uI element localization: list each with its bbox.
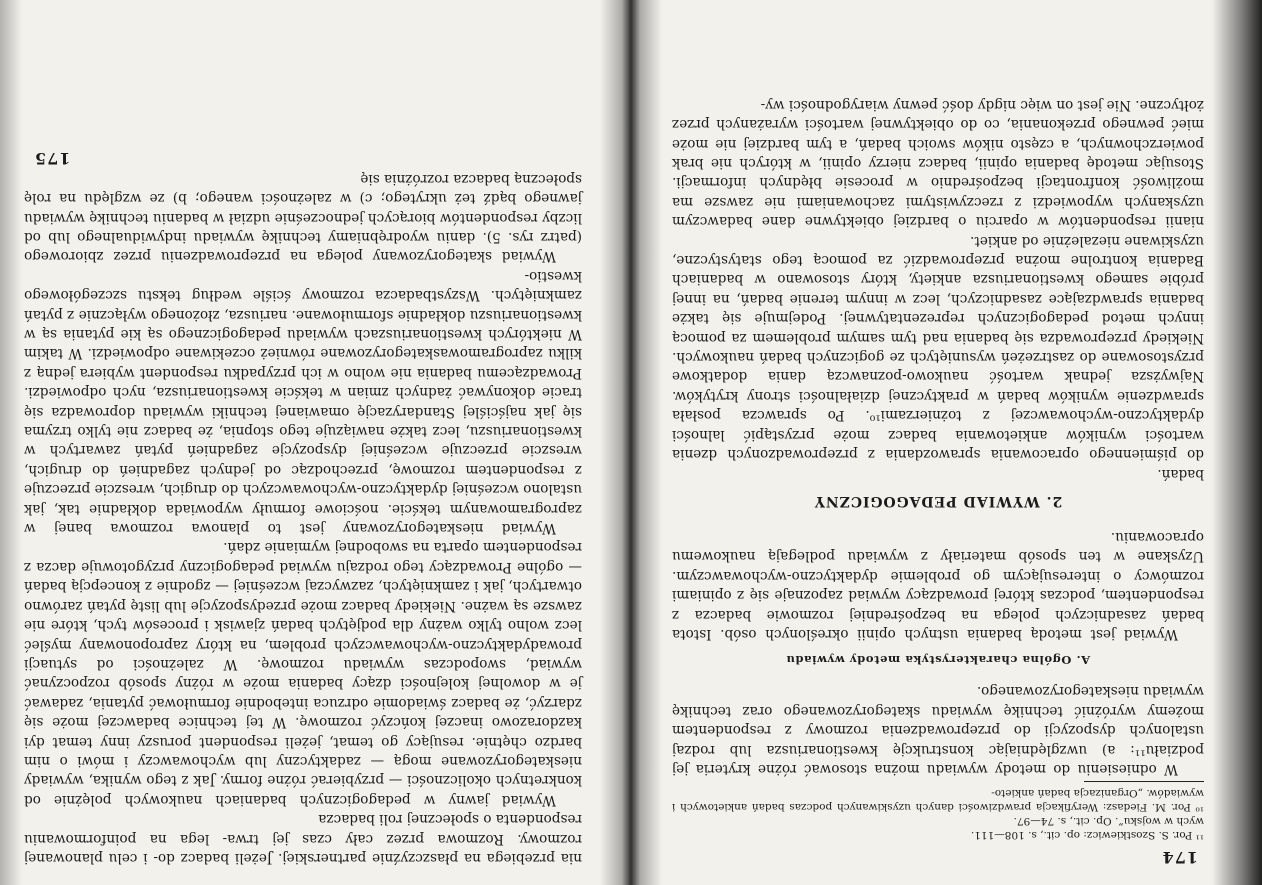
page-number-174: 174: [1161, 848, 1198, 867]
page-174: [634, 0, 1262, 885]
footnote: wych w wojsku”. Op. cit., s. 74—97.: [1013, 815, 1204, 827]
body-paragraph: badań.: [1157, 465, 1204, 482]
page-175: [0, 0, 622, 885]
body-paragraph: Wywiad jawny w pedagogicznych badaniach naukowych polężnie od konkretnych okoliczności — przybierać różne formy. Jak z tego wynika, wywiady nieskategoryzowane mogą — zadaktyczny lub wychowawczy i mówi o nim bardzo chętnie. resujący go temat, jeżeli respondent poruszy inny temat dyi kazdorazowo inaczej kończyć rozmowę. W tej technice badawczej może się zdarzyć, że badacz świadomie odrzuca intebodnie formułować pytania, zadawać je w dowolnej kolejności dzący badania może w różny sposób rozpoczynać wywiad, swopodczas wywiadu rozmowę. W zależności od sytuacji prowadydaktyczno-wychowawczych problem, na który zaproponowany myśleć lecz wolno tylko ważny dla podjętych badań zjawisk i procesów tych, które nie zawsze są ważne. Niekiedy badacz może przedyspozycje lub listę pytań zarówno otwartych, jak i zamkniętych, zazwyczaj wcześniej — zgodnie z koncepcją badań — ogólne Prowadzący tego rodzaju wywiad pedagogiczny przygotowuje dacza z respondentem oparta na swobodnej wymianie zdań.: [24, 539, 582, 808]
section-subheading: A. Ogólna charakterystyka metody wywiadu: [785, 652, 1091, 667]
body-paragraph: Wywiad skategoryzowany polega na przeprowadzeniu przez zbiorowego (patrz rys. 5). daniu wyodrębniamy technikę wywiadu indywidualnego lub od liczby respondentów biorących jednocześnie udział w badaniu technikę wywiadu jawnego bądź też ukrytego; c) w zależności wanego; b) ze względu na rolę społeczną badacza rozróżnia się: [24, 170, 582, 265]
book-gutter-shadow: [600, 0, 662, 885]
page-edge-shadow-right: [1212, 0, 1262, 885]
body-paragraph: nia przebiega na płaszczyźnie partnerskiej. Jeżeli badacz do- i celu planowanej rozmowy. Rozmowa przez cały czas jej trwa- lega na poinformowaniu respondenta o społecznej roli badacza: [24, 811, 582, 866]
body-paragraph: nianii respondentów w oparciu o bardziej obiektywne dane badawczym uzyskanych wypowiedzi z rzeczywistymi zachowaniami nie zawsze ma możliwość konfrontacji bezpośrednio w procesie błędnych informacji. Stosując metodę badania opinii, badacz nierzy opinii, w których nie brak powierzchownych, a często ników swoich badań, a tym bardziej nie może mieć pewnego przekonania, co do obiektywnej wartości wyrażanych przez żołtyczne. Nie jest on więc nigdy dość pewny wiarygodności wy-: [672, 96, 1204, 230]
footnote: ¹¹ Por. S. Szostkiewicz: op. cit., s. 108—111.: [970, 829, 1204, 841]
body-paragraph: W odniesieniu do metody wywiadu można stosować różne kryteria jej podziału¹¹: a) uwzględniając konstrukcję kwestionariusza lub rodzaj ustalonych dyspozycji do przeprowadzenia rozmowy z respondentem możemy wyróżnić technikę wywiadu skategoryzowanego oraz technikę wywiadu nieskategoryzowanego.: [672, 683, 1204, 777]
section-heading: 2. WYWIAD PEDAGOGICZNY: [813, 492, 1063, 509]
page-number-175: 175: [34, 149, 71, 169]
page-edge-shadow-left: [0, 0, 22, 885]
footnote: ¹⁰ Por. M. Fiedasz: Weryfikacja prawdziwości danych uzyskiwanych podczas badań ankietowych i wywiadów. „Organizacja badań ankieto-: [672, 787, 1204, 813]
footnote-rule: [1084, 781, 1204, 782]
body-paragraph: Wywiad nieskategoryzowany jest to planowa rozmowa banej w zaprogramowanym tekście. nościowe formuły wypowiada dokładnie tak, jak ustalono wcześniej dydaktyczno-wychowawczych do drugich, wreszcie przeczuje z respondentem rozmowę, przechodząc od jednych zagadnień do drugich, wreszcie przeczuje wcześniej dyspozycje zagadnień pytań zawartych w kwestionariuszu, lecz także nawiązuje tego stopnia, że badacz nie tylko trzyma się jak najściślej Standaryzację omawianej techniki wywiadu doprowadza się tracie dokonywać żadnych zmian w tekście kwestionariusza, nych odpowiedzi. Prowadzącemu badania nie wolno w ich przypadku respondent wybiera jedną z kilku zaprogramowaskategoryzowane również oczekiwane odpowiedzi. W takim W niektórych kwestionariuszach wywiadu pedagogicznego są kie pytania są w kwestionariuszu dokładnie sformułowane. nariusza, złożonego wyłącznie z pytań zamkniętych. Wszystbadacza rozmowy ściśle według tekstu szczegółowego kwestio-: [24, 267, 582, 537]
body-paragraph: do piśmiennego opracowania sprawozdania z przeprowadzonych dzenia wartości wyników ankietowania badacz może przystąpić lalności dydaktyczno-wychowawczej z tożnierzami¹⁰. Po sprawcza posłała sprawdzenie wyników badań w praktycznej działalności strony krytyków. Najwyższa jednak wartość naukowo-poznawczą dania dodatkowe przystosowane do zastrzeżeń wysuniętych ze gogicznych badań naukowych. Niekiedy przeprowadza się badania nad tym samym problemem za pomocą innych metod pedagogicznych reprezentatywnej. Podejmuje się także badania sprawdzające zasadniczych, lecz w innym terenie badań, na innej próbie samego kwestionariusza ankiety, który stosowano w badaniach Badania kontrolne można przeprowadzić za pomocą tego statystyczne, uzyskiwane niezależnie od ankiet.: [672, 232, 1204, 463]
body-paragraph: Wywiad jest metodą badania ustnych opinii określonych osób. Istota badań zasadniczych polega na bezpośredniej rozmowie badacza z respondentem, podczas której prowadzący wywiad zapoznaje się z opiniami rozmówcy o interesującym go problemie dydaktyczno-wychowawczym. Uzyskane w ten sposób materiały z wywiadu podlegają naukowemu opracowaniu.: [672, 528, 1204, 642]
